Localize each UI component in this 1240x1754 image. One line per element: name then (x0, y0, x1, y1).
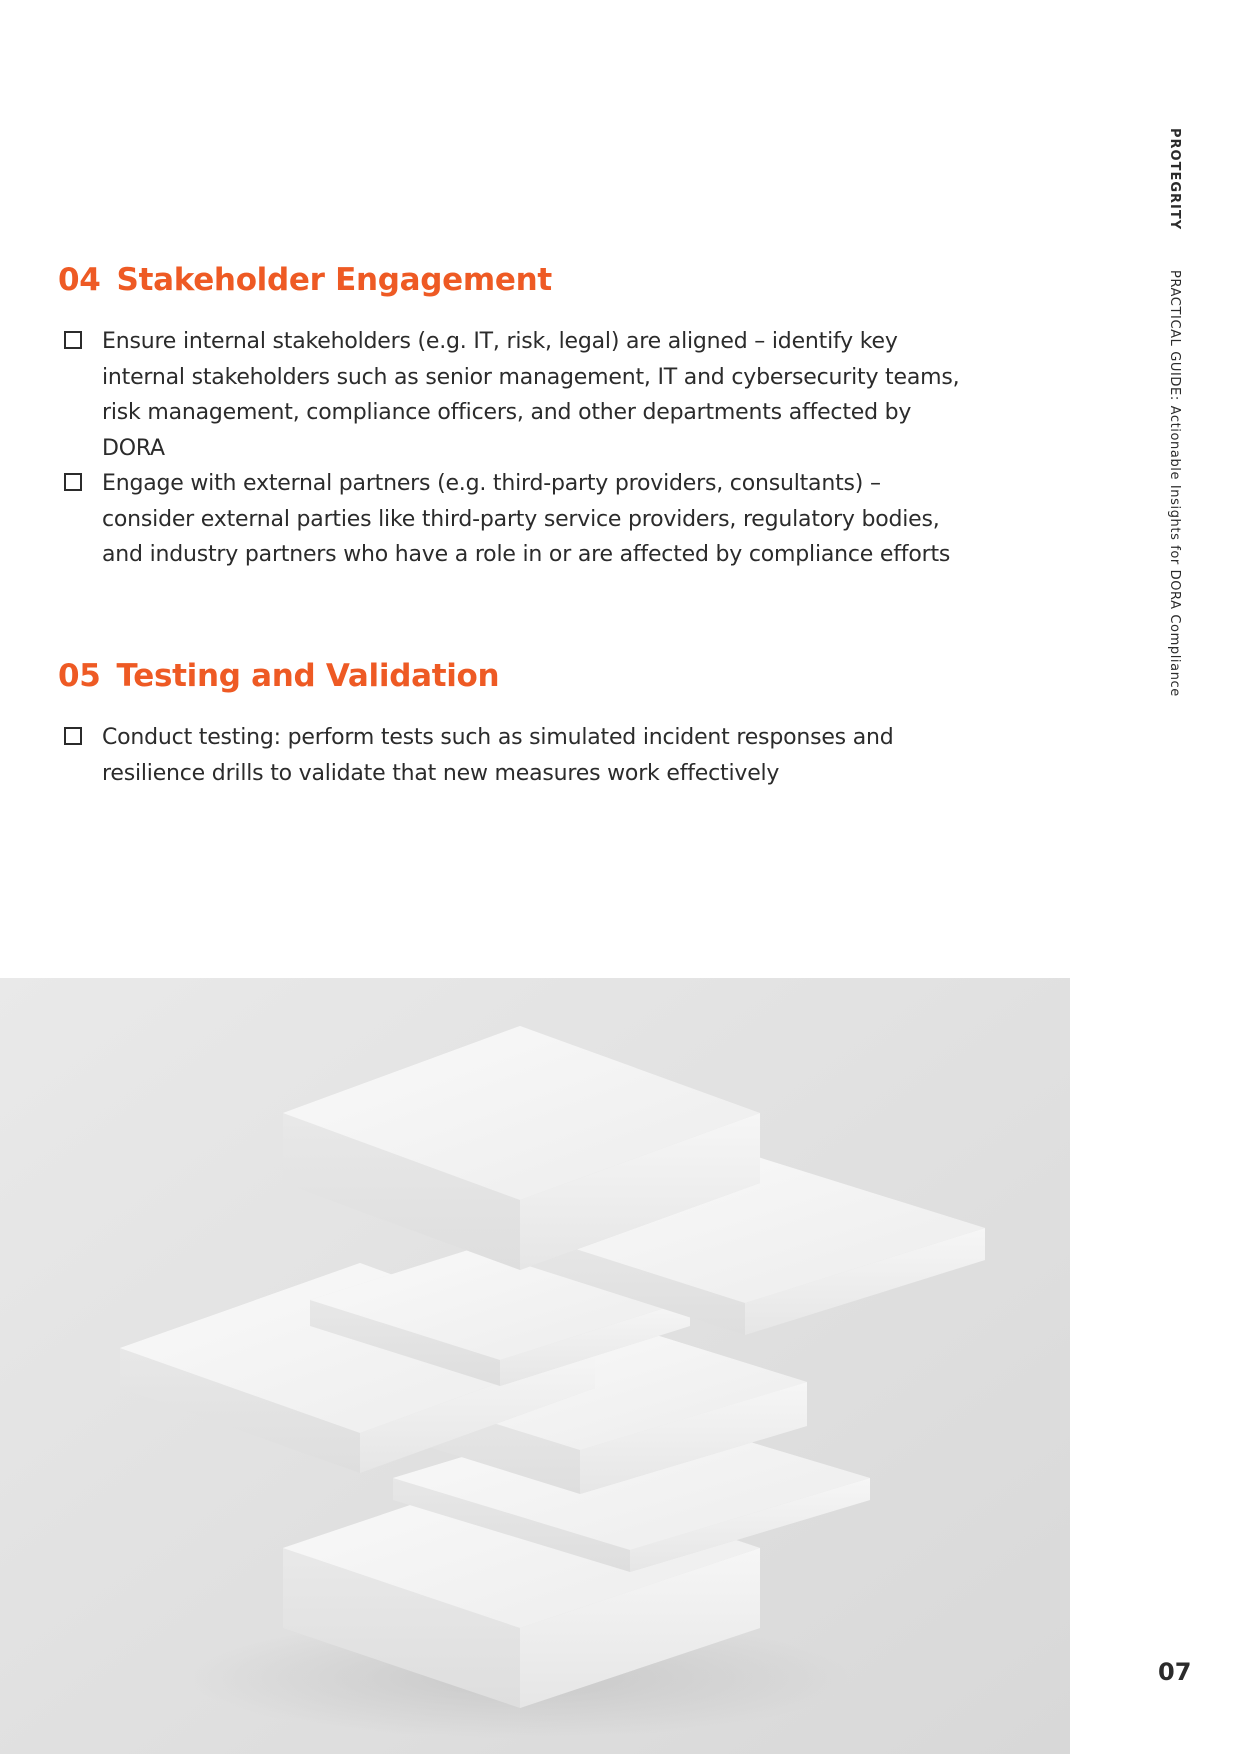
section-testing-validation (58, 658, 978, 791)
page-number: 07 (1158, 1658, 1192, 1686)
checklist-item-text: Engage with external partners (e.g. third-party providers, consultants) – consider external parties like third-party service providers, regulatory bodies, and industry partners who have a role in or are affected by compliance efforts (102, 471, 951, 567)
checklist (58, 720, 978, 791)
section-title: Stakeholder Engagement (116, 262, 552, 298)
checklist-item (58, 466, 978, 573)
checkbox[interactable] (64, 331, 82, 349)
checklist (58, 324, 978, 573)
checklist-item (58, 720, 978, 791)
brand-logo-text: PROTEGRITY (1167, 128, 1182, 231)
checkbox[interactable] (64, 473, 82, 491)
checklist-item-text: Ensure internal stakeholders (e.g. IT, risk, legal) are aligned – identify key internal stakeholders such as senior management, IT and cybersecurity teams, risk management, compliance officers, and other departments affected by DORA (102, 329, 960, 461)
section-heading (58, 262, 978, 298)
section-number: 04 (58, 262, 101, 298)
section-title: Testing and Validation (116, 658, 500, 694)
document-title-vertical: PRACTICAL GUIDE: Actionable Insights for DORA Compliance (1167, 270, 1182, 697)
section-heading (58, 658, 978, 694)
checklist-item (58, 324, 978, 466)
checkbox[interactable] (64, 727, 82, 745)
checklist-item-text: Conduct testing: perform tests such as simulated incident responses and resilience drills to validate that new measures work effectively (102, 725, 894, 786)
section-number: 05 (58, 658, 101, 694)
stacked-blocks-image (0, 978, 1070, 1754)
section-stakeholder-engagement (58, 262, 978, 573)
